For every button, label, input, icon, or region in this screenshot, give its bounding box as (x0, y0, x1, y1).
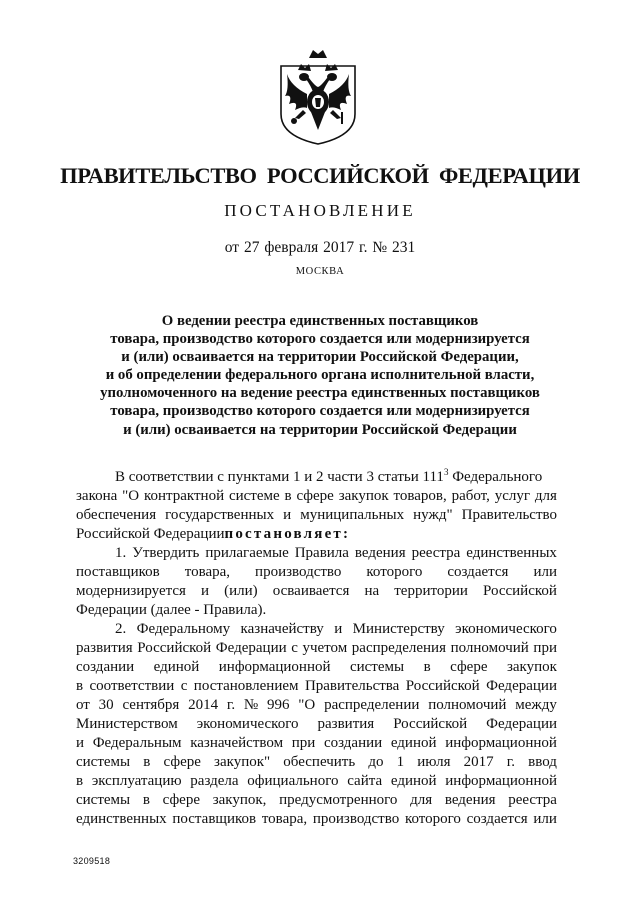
paragraph-line: развития Российской Федерации с учетом распределения полномочий при (76, 640, 557, 656)
coat-of-arms-emblem (273, 46, 363, 146)
paragraph-line: системы в сфере закупок" обеспечить до 1 июля 2017 г. ввод (76, 754, 557, 770)
paragraph-line: и Федеральным казначейством при создании единой информационной (76, 735, 557, 751)
document-code: 3209518 (73, 856, 111, 866)
intro-line: обеспечения государственных и муниципальных нужд" Правительство (76, 507, 557, 523)
intro-text: В соответствии с пунктами 1 и 2 части 3 статьи $111^3$ Федерального (115, 467, 543, 485)
intro-line (76, 468, 557, 487)
intro-line: Российской Федерации постановляет: (76, 526, 351, 542)
paragraph-line: системы в сфере закупок, предусмотренного для ведения реестра (76, 792, 557, 808)
heading-line: и об определении федерального органа исполнительной власти, (105, 367, 535, 384)
paragraph-line: от 30 сентября 2014 г. № 996 "О распределении полномочий между (76, 697, 557, 713)
paragraph-line: поставщиков товара, производство которого создается или (76, 564, 557, 580)
paragraph-line: 1. Утвердить прилагаемые Правила ведения реестра единственных (115, 545, 557, 561)
resolves-word: постановляет: (224, 526, 351, 542)
intro-line: закона "О контрактной системе в сфере закупок товаров, работ, услуг для (76, 488, 557, 504)
document-body (76, 468, 557, 829)
heading-line: уполномоченного на ведение реестра единственных поставщиков (100, 385, 540, 402)
paragraph-line: 2. Федеральному казначейству и Министерству экономического (115, 621, 557, 637)
heading-line: товара, производство которого создается или модернизируется (110, 331, 530, 348)
document-city: МОСКВА (295, 266, 345, 277)
paragraph-line: Федерации (далее - Правила). (76, 602, 267, 618)
article-superscript: 3 (443, 467, 449, 477)
heading-line: товара, производство которого создается или модернизируется (110, 403, 530, 420)
paragraph-line: единственных поставщиков товара, производство которого создается или (76, 811, 557, 827)
document-date-number: от 27 февраля 2017 г. № 231 (224, 239, 416, 256)
heading-line: и (или) осваивается на территории Российской Федерации (123, 421, 517, 438)
paragraph-line: модернизируется и (или) осваивается на территории Российской (76, 583, 557, 599)
heading-line: и (или) осваивается на территории Российской Федерации, (121, 349, 519, 366)
paragraph-line: Министерством экономического развития Российской Федерации (76, 716, 557, 732)
document-heading (0, 312, 640, 439)
document-type: ПОСТАНОВЛЕНИЕ (224, 201, 416, 220)
heading-line: О ведении реестра единственных поставщиков (161, 313, 479, 329)
paragraph-line: в соответствии с постановлением Правительства Российской Федерации (76, 678, 557, 694)
government-title: ПРАВИТЕЛЬСТВО РОССИЙСКОЙ ФЕДЕРАЦИИ (60, 163, 580, 188)
paragraph-line: создании единой информационной системы в сфере закупок (76, 659, 557, 675)
paragraph-line: в эксплуатацию раздела официального сайта единой информационной (76, 773, 557, 789)
